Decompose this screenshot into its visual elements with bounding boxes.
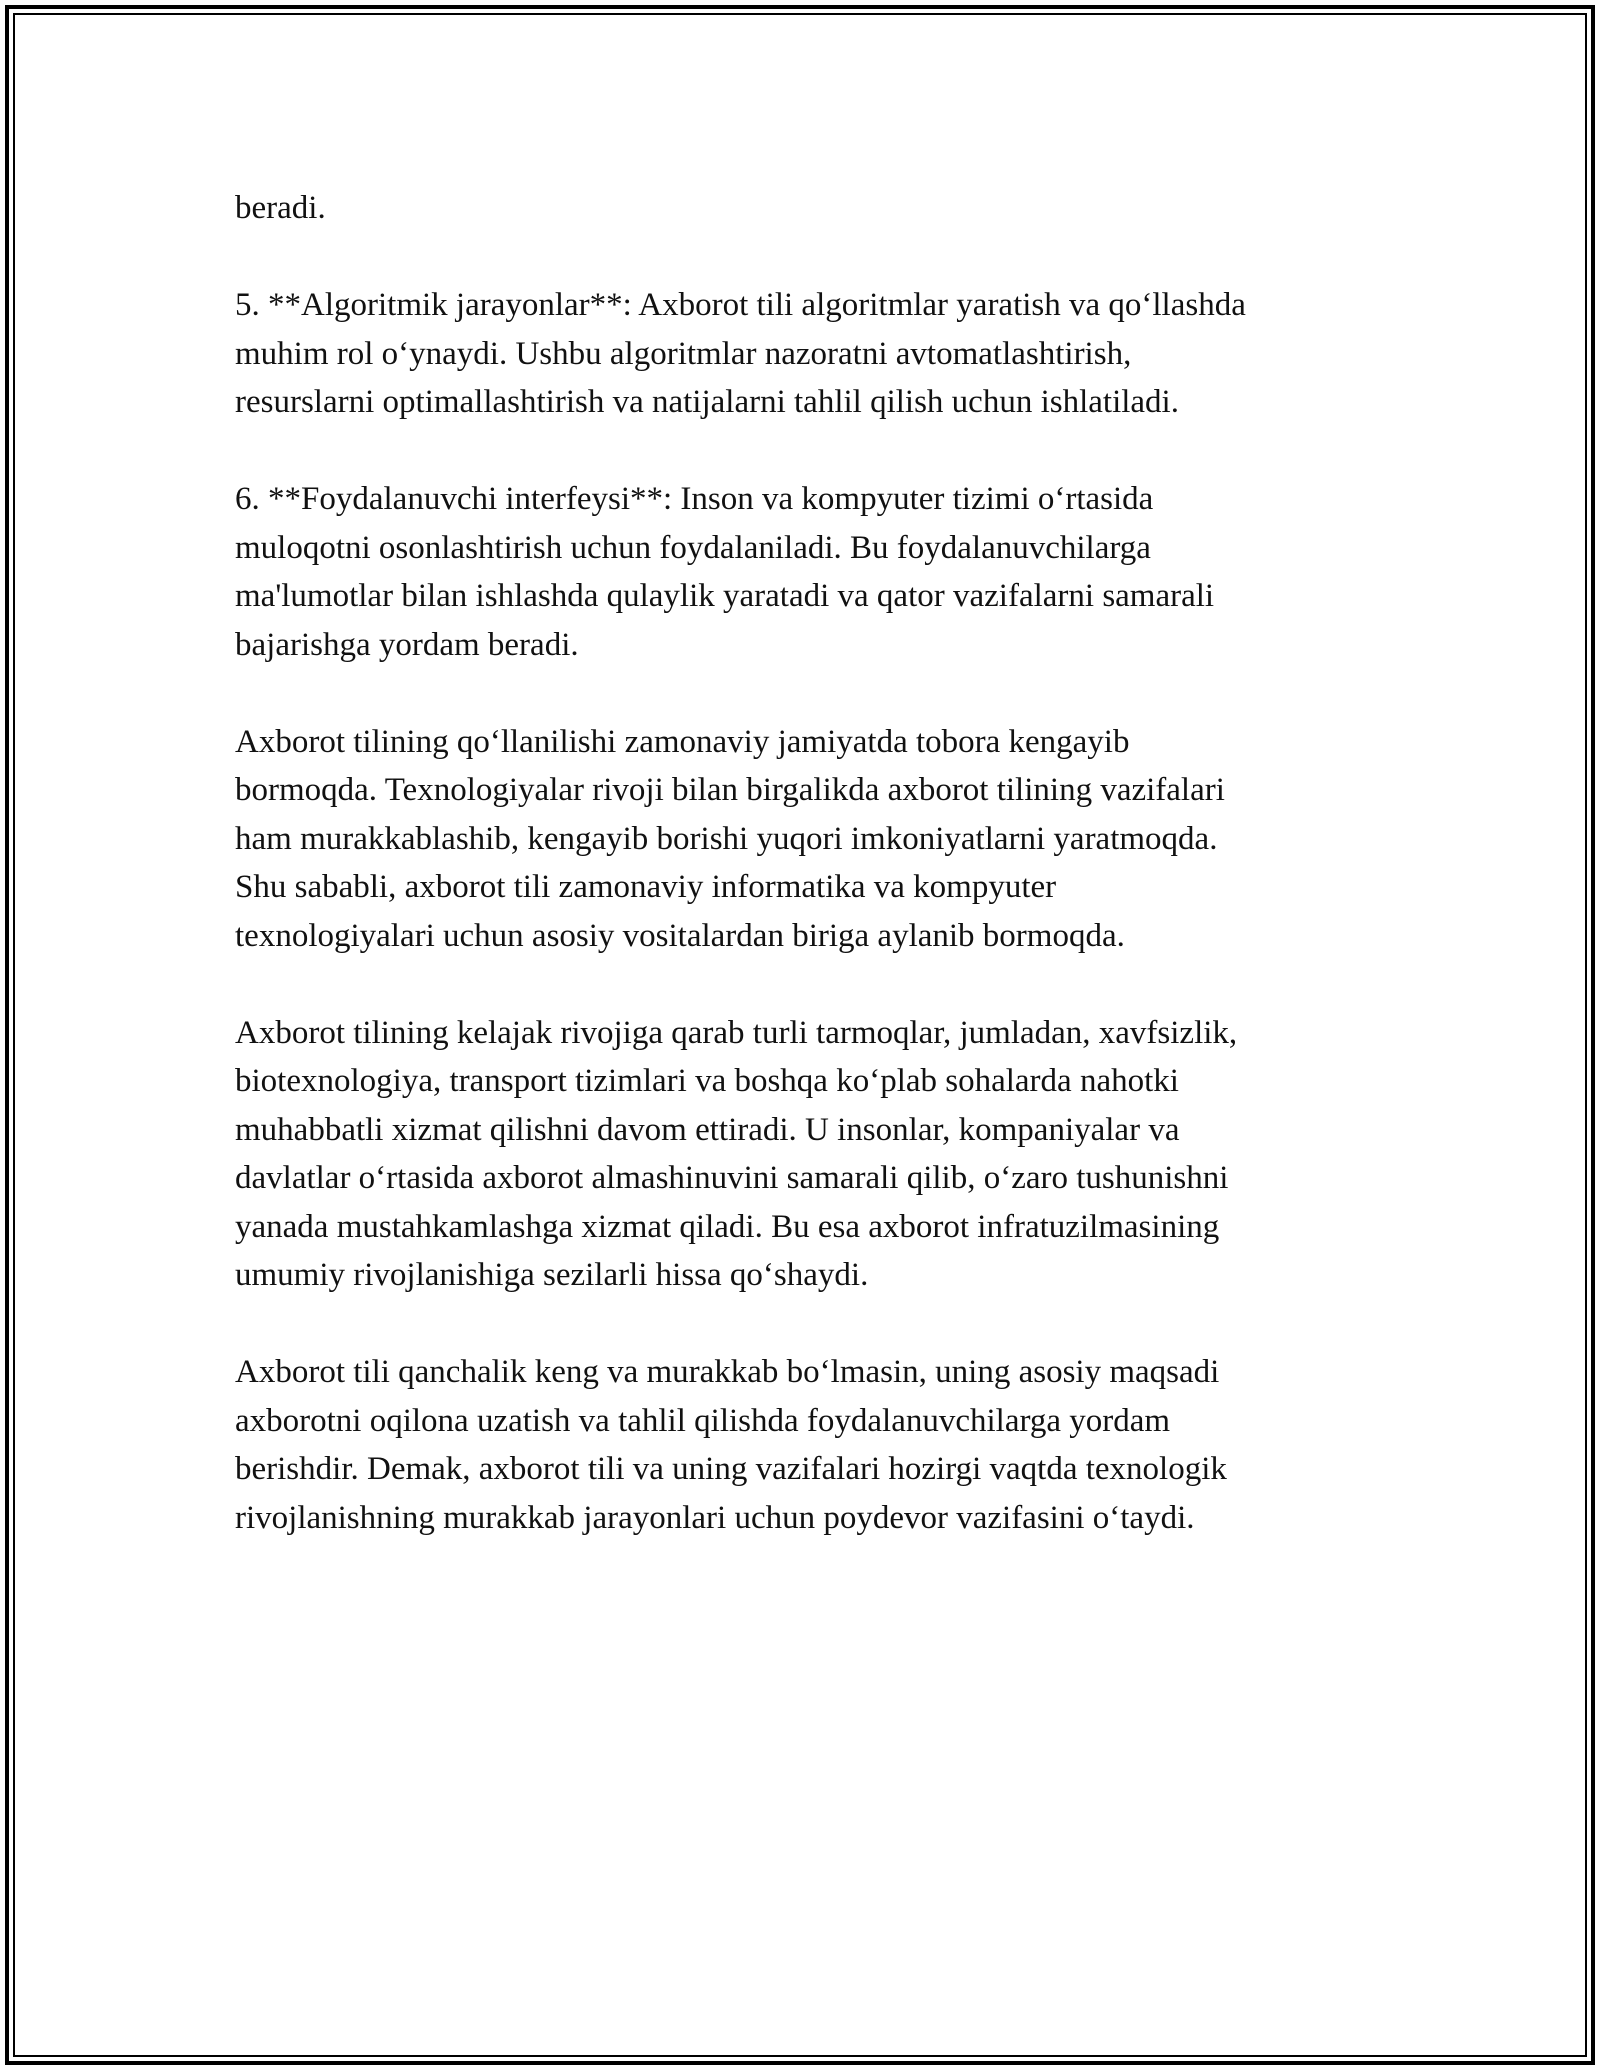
document-body xyxy=(235,184,1385,1542)
paragraph-application: Axborot tilining qo‘llanilishi zamonaviy jamiyatda tobora kengayib bormoqda. Texnologiyalar rivoji bilan birgalikda axborot tilining vazifalari ham murakkablashib, kengayib borishi yuqori imkoniyatlarni yaratmoqda. Shu sababli, axborot tili zamonaviy informatika va kompyuter texnologiyalari uchun asosiy vositalardan biriga aylanib bormoqda. xyxy=(235,723,1225,954)
paragraph-future-development: Axborot tilining kelajak rivojiga qarab turli tarmoqlar, jumladan, xavfsizlik, biotexnologiya, transport tizimlari va boshqa ko‘plab sohalarda nahotki muhabbatli xizmat qilishni davom ettiradi. U insonlar, kompaniyalar va davlatlar o‘rtasida axborot almashinuvini samarali qilib, o‘zaro tushunishni yanada mustahkamlashga xizmat qiladi. Bu esa axborot infratuzilmasining umumiy rivojlanishiga sezilarli hissa qo‘shaydi. xyxy=(235,1014,1238,1293)
paragraph-user-interface: 6. **Foydalanuvchi interfeysi**: Inson va kompyuter tizimi o‘rtasida muloqotni osonlashtirish uchun foydalaniladi. Bu foydalanuvchilarga ma'lumotlar bilan ishlashda qulaylik yaratadi va qator vazifalarni samarali bajarishga yordam beradi. xyxy=(235,481,1215,663)
paragraph-algorithmic-processes: 5. **Algoritmik jarayonlar**: Axborot tili algoritmlar yaratish va qo‘llashda muhim rol o‘ynaydi. Ushbu algoritmlar nazoratni avtomatlashtirish, resurslarni optimallashtirish va natijalarni tahlil qilish uchun ishlatiladi. xyxy=(235,287,1246,420)
paragraph-conclusion: Axborot tili qanchalik keng va murakkab bo‘lmasin, uning asosiy maqsadi axborotni oqilona uzatish va tahlil qilishda foydalanuvchilarga yordam berishdir. Demak, axborot tili va uning vazifalari hozirgi vaqtda texnologik rivojlanishning murakkab jarayonlari uchun poydevor vazifasini o‘taydi. xyxy=(235,1354,1227,1536)
paragraph-continuation: beradi. xyxy=(235,190,326,226)
